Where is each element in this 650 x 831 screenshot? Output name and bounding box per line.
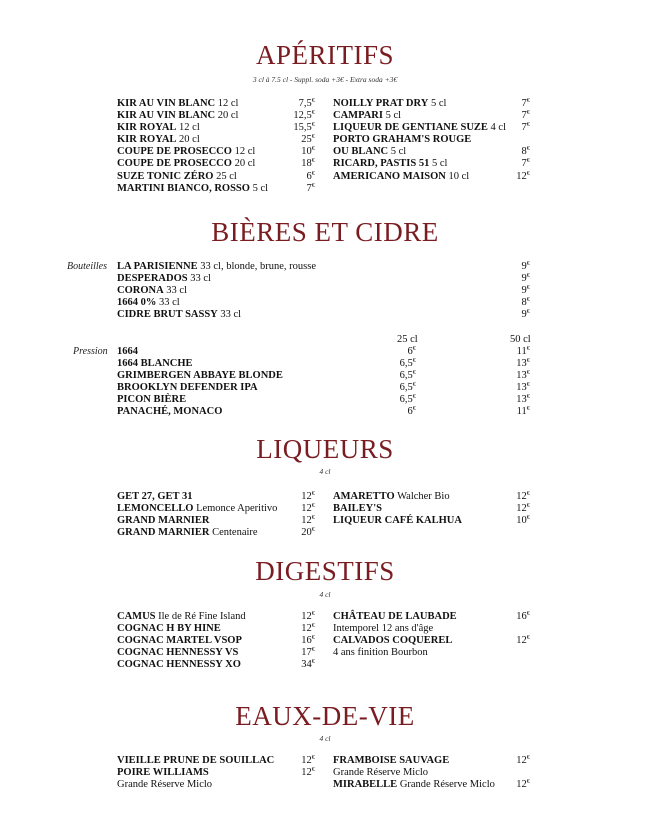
menu-item bbox=[117, 755, 315, 767]
item-price: 9€ bbox=[521, 284, 530, 297]
item-price: 17€ bbox=[301, 646, 315, 659]
menu-item bbox=[117, 515, 315, 527]
menu-item bbox=[333, 767, 530, 779]
item-name: 1664 bbox=[117, 346, 138, 357]
menu-item bbox=[117, 158, 315, 170]
item-price: 34€ bbox=[301, 658, 315, 671]
section-title-digestifs: DIGESTIFS bbox=[255, 556, 395, 586]
item-price: 8€ bbox=[521, 296, 530, 309]
price-50cl: 13€ bbox=[516, 357, 530, 370]
draft-item bbox=[117, 382, 530, 394]
menu-item bbox=[117, 273, 530, 285]
section-subtitle-liqueurs: 4 cl bbox=[319, 467, 331, 476]
menu-item bbox=[117, 285, 530, 297]
draft-label: Pression bbox=[73, 346, 108, 357]
item-detail: 12 cl bbox=[176, 122, 200, 134]
item-name: BAILEY'S bbox=[333, 503, 383, 515]
item-name: DESPERADOS bbox=[117, 273, 188, 285]
item-price: 12,5€ bbox=[293, 109, 315, 122]
digestifs-left-list bbox=[117, 611, 315, 671]
item-name: KIR AU VIN BLANC bbox=[117, 110, 216, 122]
item-name: SUZE TONIC ZÉRO bbox=[117, 170, 214, 182]
item-detail: Grande Réserve Miclo bbox=[397, 779, 495, 791]
menu-item bbox=[117, 110, 315, 122]
item-detail: 5 cl bbox=[428, 98, 447, 109]
price-25cl: 6,5€ bbox=[399, 357, 416, 370]
price-50cl: 11€ bbox=[516, 345, 530, 357]
menu-item bbox=[333, 611, 530, 623]
item-price: 12€ bbox=[301, 514, 315, 527]
item-price: 12€ bbox=[301, 502, 315, 515]
item-name: RICARD, PASTIS 51 bbox=[333, 158, 430, 170]
price-25cl: 6€ bbox=[407, 405, 416, 418]
menu-item bbox=[117, 309, 530, 321]
item-price: 7,5€ bbox=[298, 97, 315, 109]
item-name: COGNAC MARTEL VSOP bbox=[117, 635, 242, 647]
item-name: GRAND MARNIER bbox=[117, 527, 210, 539]
item-detail: Centenaire bbox=[209, 527, 258, 539]
item-name: 1664 0% bbox=[117, 297, 157, 309]
draft-item bbox=[117, 346, 530, 358]
item-price: 7€ bbox=[306, 181, 315, 194]
item-name: KIR AU VIN BLANC bbox=[117, 98, 216, 109]
price-25cl: 6,5€ bbox=[399, 393, 416, 406]
item-price: 25€ bbox=[301, 133, 315, 146]
menu-item bbox=[117, 491, 315, 503]
item-name: KIR ROYAL bbox=[117, 134, 177, 146]
menu-item bbox=[117, 611, 315, 623]
item-detail: 33 cl bbox=[163, 285, 187, 297]
menu-item bbox=[333, 647, 530, 659]
menu-item bbox=[117, 171, 315, 183]
eaux-left-list bbox=[117, 755, 315, 791]
item-price: 9€ bbox=[521, 260, 530, 272]
item-price: 12€ bbox=[301, 490, 315, 502]
menu-item bbox=[117, 297, 530, 309]
item-name: GRAND MARNIER bbox=[117, 515, 210, 527]
menu-item bbox=[333, 779, 530, 791]
item-detail: 20 cl bbox=[215, 110, 239, 122]
item-name: COGNAC HENNESSY VS bbox=[117, 647, 239, 659]
item-price: 12€ bbox=[301, 610, 315, 622]
item-price: 7€ bbox=[521, 121, 530, 134]
item-detail: Grande Réserve Miclo bbox=[117, 779, 213, 791]
liqueurs-left-list bbox=[117, 491, 315, 539]
menu-item bbox=[333, 491, 530, 503]
item-name: CAMPARI bbox=[333, 110, 383, 122]
item-detail: 20 cl bbox=[176, 134, 200, 146]
menu-item bbox=[333, 110, 530, 122]
item-name: CORONA bbox=[117, 285, 164, 297]
item-detail: 25 cl bbox=[213, 170, 237, 182]
menu-item bbox=[117, 635, 315, 647]
item-price: 15,5€ bbox=[293, 121, 315, 134]
item-detail: 4 ans finition Bourbon bbox=[333, 647, 428, 659]
item-name: OU BLANC bbox=[333, 146, 389, 158]
menu-item bbox=[333, 171, 530, 183]
menu-item bbox=[333, 635, 530, 647]
item-price: 7€ bbox=[521, 97, 530, 109]
menu-item bbox=[117, 98, 315, 110]
item-detail: Intemporel 12 ans d'âge bbox=[333, 623, 434, 635]
item-price: 10€ bbox=[301, 145, 315, 158]
size-header-50cl: 50 cl bbox=[510, 334, 531, 345]
menu-item bbox=[117, 527, 315, 539]
menu-item bbox=[117, 647, 315, 659]
section-title-eaux-de-vie: EAUX-DE-VIE bbox=[235, 701, 415, 731]
menu-item bbox=[117, 623, 315, 635]
price-50cl: 13€ bbox=[516, 393, 530, 406]
draft-item bbox=[117, 406, 530, 418]
item-name: PICON BIÈRE bbox=[117, 394, 187, 406]
menu-item bbox=[117, 659, 315, 671]
digestifs-right-list bbox=[333, 611, 530, 659]
item-detail: 33 cl bbox=[187, 273, 211, 285]
item-detail: 33 cl bbox=[156, 297, 180, 309]
item-detail: 10 cl bbox=[445, 170, 470, 182]
item-name: GRIMBERGEN ABBAYE BLONDE bbox=[117, 370, 283, 382]
item-price: 6€ bbox=[306, 169, 315, 182]
item-price: 12€ bbox=[516, 502, 530, 515]
item-name: MARTINI BIANCO, ROSSO bbox=[117, 182, 250, 194]
item-price: 16€ bbox=[301, 634, 315, 647]
item-name: LA PARISIENNE bbox=[117, 261, 198, 272]
item-name: KIR ROYAL bbox=[117, 122, 177, 134]
item-name: BROOKLYN DEFENDER IPA bbox=[117, 382, 258, 394]
draft-item bbox=[117, 370, 530, 382]
item-name: CHÂTEAU DE LAUBADE bbox=[333, 611, 457, 622]
item-name: COGNAC HENNESSY XO bbox=[117, 659, 241, 671]
item-name: FRAMBOISE SAUVAGE bbox=[333, 755, 450, 766]
size-header-25cl: 25 cl bbox=[397, 334, 418, 345]
section-title-bieres: BIÈRES ET CIDRE bbox=[211, 217, 439, 247]
item-name: CAMUS bbox=[117, 611, 156, 622]
item-price: 16€ bbox=[516, 610, 530, 622]
price-50cl: 13€ bbox=[516, 381, 530, 394]
aperitifs-right-list bbox=[333, 98, 530, 183]
item-name: POIRE WILLIAMS bbox=[117, 767, 209, 779]
item-price: 8€ bbox=[521, 145, 530, 158]
item-price: 12€ bbox=[301, 622, 315, 635]
price-25cl: 6€ bbox=[407, 345, 416, 357]
item-price: 12€ bbox=[516, 169, 530, 182]
item-name: LIQUEUR DE GENTIANE SUZE bbox=[333, 122, 488, 134]
item-detail: 5 cl bbox=[388, 146, 407, 158]
draft-list bbox=[117, 346, 530, 419]
menu-item bbox=[117, 183, 315, 195]
price-50cl: 11€ bbox=[516, 405, 530, 418]
item-price: 12€ bbox=[301, 766, 315, 779]
item-detail: 5 cl bbox=[249, 182, 269, 194]
item-name: COUPE DE PROSECCO bbox=[117, 146, 232, 158]
item-detail: 12 cl bbox=[215, 98, 239, 109]
menu-item bbox=[333, 755, 530, 767]
item-price: 12€ bbox=[516, 778, 530, 791]
menu-item bbox=[333, 146, 530, 158]
menu-item bbox=[333, 515, 530, 527]
item-detail: 4 cl bbox=[487, 122, 506, 134]
menu-item bbox=[333, 503, 530, 515]
item-price: 10€ bbox=[516, 514, 530, 527]
item-name: 1664 BLANCHE bbox=[117, 358, 193, 370]
item-detail: 5 cl bbox=[429, 158, 448, 170]
item-detail: 33 cl bbox=[217, 309, 242, 321]
item-name: GET 27, GET 31 bbox=[117, 491, 193, 502]
item-detail: Grande Réserve Miclo bbox=[333, 767, 429, 779]
item-price: 12€ bbox=[516, 754, 530, 766]
draft-item bbox=[117, 394, 530, 406]
item-name: COUPE DE PROSECCO bbox=[117, 158, 232, 170]
section-title-aperitifs: APÉRITIFS bbox=[255, 40, 395, 70]
item-detail: 5 cl bbox=[382, 110, 402, 122]
section-subtitle-aperitifs: 3 cl à 7.5 cl - Suppl. soda +3€ - Extra soda +3€ bbox=[252, 75, 398, 84]
item-name: COGNAC H BY HINE bbox=[117, 623, 221, 635]
menu-item bbox=[333, 623, 530, 635]
menu-item bbox=[117, 122, 315, 134]
item-price: 7€ bbox=[521, 109, 530, 122]
eaux-right-list bbox=[333, 755, 530, 791]
item-price: 20€ bbox=[301, 526, 315, 539]
item-name: LEMONCELLO bbox=[117, 503, 194, 515]
item-name: AMERICANO MAISON bbox=[333, 170, 446, 182]
menu-item bbox=[333, 134, 530, 146]
item-detail: 20 cl bbox=[231, 158, 256, 170]
item-name: CIDRE BRUT SASSY bbox=[117, 309, 218, 321]
menu-item bbox=[117, 767, 315, 779]
item-price: 12€ bbox=[516, 490, 530, 502]
item-price: 12€ bbox=[516, 634, 530, 647]
item-detail: Ile de Ré Fine Island bbox=[155, 611, 246, 622]
item-detail: 12 cl bbox=[231, 146, 256, 158]
item-detail: 33 cl, blonde, brune, rousse bbox=[197, 261, 317, 272]
item-price: 12€ bbox=[301, 754, 315, 766]
menu-item bbox=[333, 98, 530, 110]
item-name: AMARETTO bbox=[333, 491, 395, 502]
item-name: VIEILLE PRUNE DE SOUILLAC bbox=[117, 755, 275, 766]
bottles-list bbox=[117, 261, 530, 321]
item-name: MIRABELLE bbox=[333, 779, 398, 791]
aperitifs-left-list bbox=[117, 98, 315, 195]
item-name: PANACHÉ, MONACO bbox=[117, 406, 223, 418]
menu-item bbox=[117, 134, 315, 146]
menu-item bbox=[333, 122, 530, 134]
bottles-label: Bouteilles bbox=[67, 261, 107, 272]
draft-item bbox=[117, 358, 530, 370]
item-price: 9€ bbox=[521, 272, 530, 285]
price-50cl: 13€ bbox=[516, 369, 530, 382]
section-subtitle-eaux-de-vie: 4 cl bbox=[319, 734, 331, 743]
liqueurs-right-list bbox=[333, 491, 530, 527]
menu-item bbox=[117, 503, 315, 515]
menu-item bbox=[117, 146, 315, 158]
item-name: LIQUEUR CAFÉ KALHUA bbox=[333, 515, 462, 527]
item-name: NOILLY PRAT DRY bbox=[333, 98, 429, 109]
price-25cl: 6,5€ bbox=[399, 381, 416, 394]
item-price: 7€ bbox=[521, 157, 530, 170]
item-name: PORTO GRAHAM'S ROUGE bbox=[333, 134, 472, 146]
item-detail: Walcher Bio bbox=[394, 491, 450, 502]
item-price: 9€ bbox=[521, 308, 530, 321]
item-price: 18€ bbox=[301, 157, 315, 170]
item-detail: Lemonce Aperitivo bbox=[193, 503, 278, 515]
menu-item bbox=[117, 261, 530, 273]
price-25cl: 6,5€ bbox=[399, 369, 416, 382]
section-title-liqueurs: LIQUEURS bbox=[256, 434, 394, 464]
item-name: CALVADOS COQUEREL bbox=[333, 635, 453, 647]
section-subtitle-digestifs: 4 cl bbox=[319, 590, 331, 599]
menu-item bbox=[117, 779, 315, 791]
menu-item bbox=[333, 158, 530, 170]
